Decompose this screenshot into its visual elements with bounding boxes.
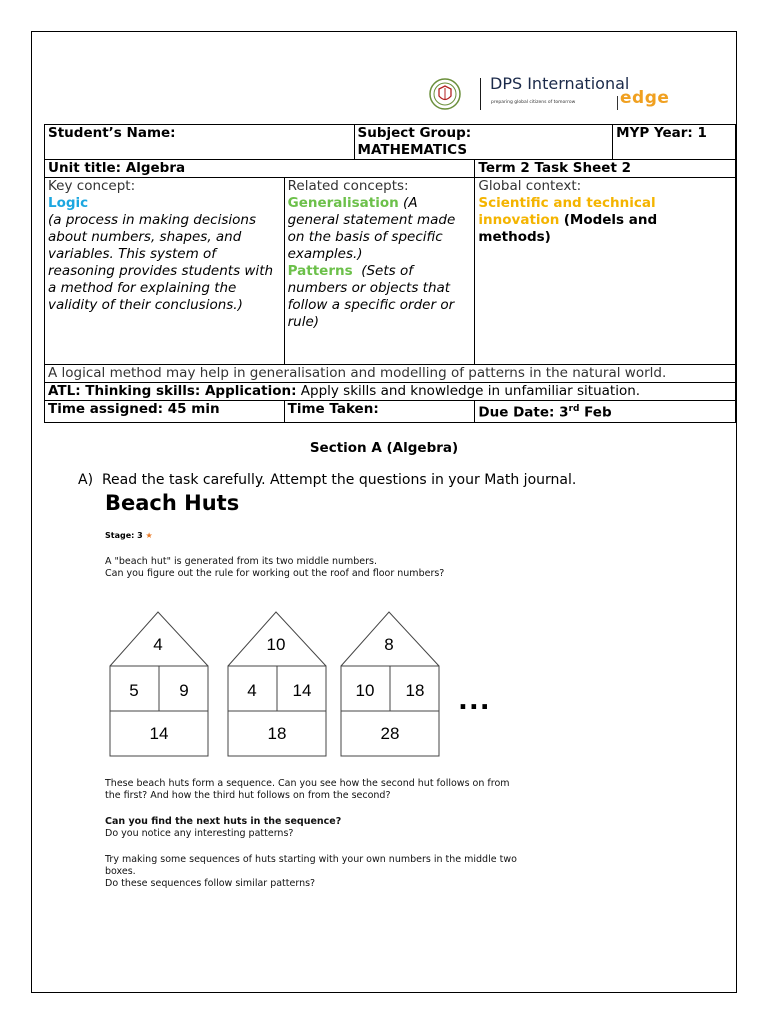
time-assigned-cell: Time assigned: 45 min	[45, 401, 285, 423]
unit-title-cell: Unit title: Algebra	[45, 160, 475, 178]
logo-name: DPS International	[490, 74, 630, 93]
question-heading: Can you find the next huts in the sequence?	[105, 816, 342, 827]
hut-3-left: 10	[355, 681, 375, 700]
myp-year-cell: MYP Year: 1	[613, 125, 736, 160]
due-date-cell: Due Date: 3rd Feb	[475, 401, 736, 423]
hut-2-right: 14	[292, 681, 312, 700]
intro-line-1: A "beach hut" is generated from its two middle numbers.	[105, 556, 377, 567]
student-name-cell: Student’s Name:	[45, 125, 355, 160]
beach-huts-diagram	[108, 608, 508, 758]
try-line-3: Do these sequences follow similar patterns?	[105, 878, 316, 889]
subject-group-cell: Subject Group: MATHEMATICS	[354, 125, 613, 160]
logo-tagline: preparing global citizens of tomorrow	[491, 100, 576, 105]
hut-3-floor: 28	[380, 724, 400, 743]
hut-1-left: 5	[129, 681, 139, 700]
hut-1-right: 9	[179, 681, 189, 700]
hut-1-roof: 4	[153, 635, 163, 654]
global-context: Scientific and technical innovation	[478, 195, 656, 228]
hut-2-floor: 18	[267, 724, 287, 743]
hut-3-roof: 8	[384, 635, 394, 654]
intro-line-2: Can you figure out the rule for working out the roof and floor numbers?	[105, 568, 445, 579]
sequence-line-2: the first? And how the third hut follows on from the second?	[105, 790, 391, 801]
related-generalisation: Generalisation	[287, 195, 399, 211]
hut-2	[228, 612, 326, 756]
hut-2-roof: 10	[266, 635, 286, 654]
key-concept-cell: Key concept: Logic (a process in making decisions about numbers, shapes, and variables. This system of reasoning provides students with a method for explaining the validity of their conclusions.)	[45, 178, 285, 365]
beach-huts-title: Beach Huts	[105, 491, 240, 515]
school-logo	[428, 74, 688, 116]
section-title: Section A (Algebra)	[309, 440, 459, 456]
time-taken-cell: Time Taken:	[284, 401, 475, 423]
hut-3	[341, 612, 439, 756]
hut-3-right: 18	[405, 681, 425, 700]
global-context-cell: Global context: Scientific and technical innovation (Models and methods)	[475, 178, 736, 365]
try-line-2: boxes.	[105, 866, 136, 877]
sequence-line-1: These beach huts form a sequence. Can you see how the second hut follows on from	[105, 778, 510, 789]
try-line-1: Try making some sequences of huts starting with your own numbers in the middle two	[105, 854, 517, 865]
key-concept: Logic	[48, 195, 89, 211]
question-sub: Do you notice any interesting patterns?	[105, 828, 294, 839]
statement-of-inquiry: A logical method may help in generalisation and modelling of patterns in the natural world.	[45, 365, 736, 383]
task-header-table	[44, 124, 736, 423]
related-patterns: Patterns	[287, 263, 353, 279]
hut-1	[110, 612, 208, 756]
star-icon: ★	[145, 531, 153, 540]
stage-label: Stage: 3 ★	[105, 531, 153, 540]
key-concept-desc: (a process in making decisions about numbers, shapes, and variables. This system of reasoning provides students with a method for explaining the validity of their conclusions.)	[48, 212, 274, 313]
hut-2-left: 4	[247, 681, 257, 700]
sequence-ellipsis: ...	[458, 686, 491, 716]
atl-cell: ATL: Thinking skills: Application: Apply skills and knowledge in unfamiliar situation.	[45, 383, 736, 401]
school-emblem-icon	[428, 77, 462, 111]
task-instruction: A) Read the task carefully. Attempt the questions in your Math journal.	[78, 472, 577, 488]
hut-1-floor: 14	[149, 724, 169, 743]
logo-edge: edge	[620, 88, 670, 108]
related-concepts-cell: Related concepts: Generalisation (A general statement made on the basis of specific examples.) Patterns (Sets of numbers or objects that follow a specific order or rule)	[284, 178, 475, 365]
term-cell: Term 2 Task Sheet 2	[475, 160, 736, 178]
